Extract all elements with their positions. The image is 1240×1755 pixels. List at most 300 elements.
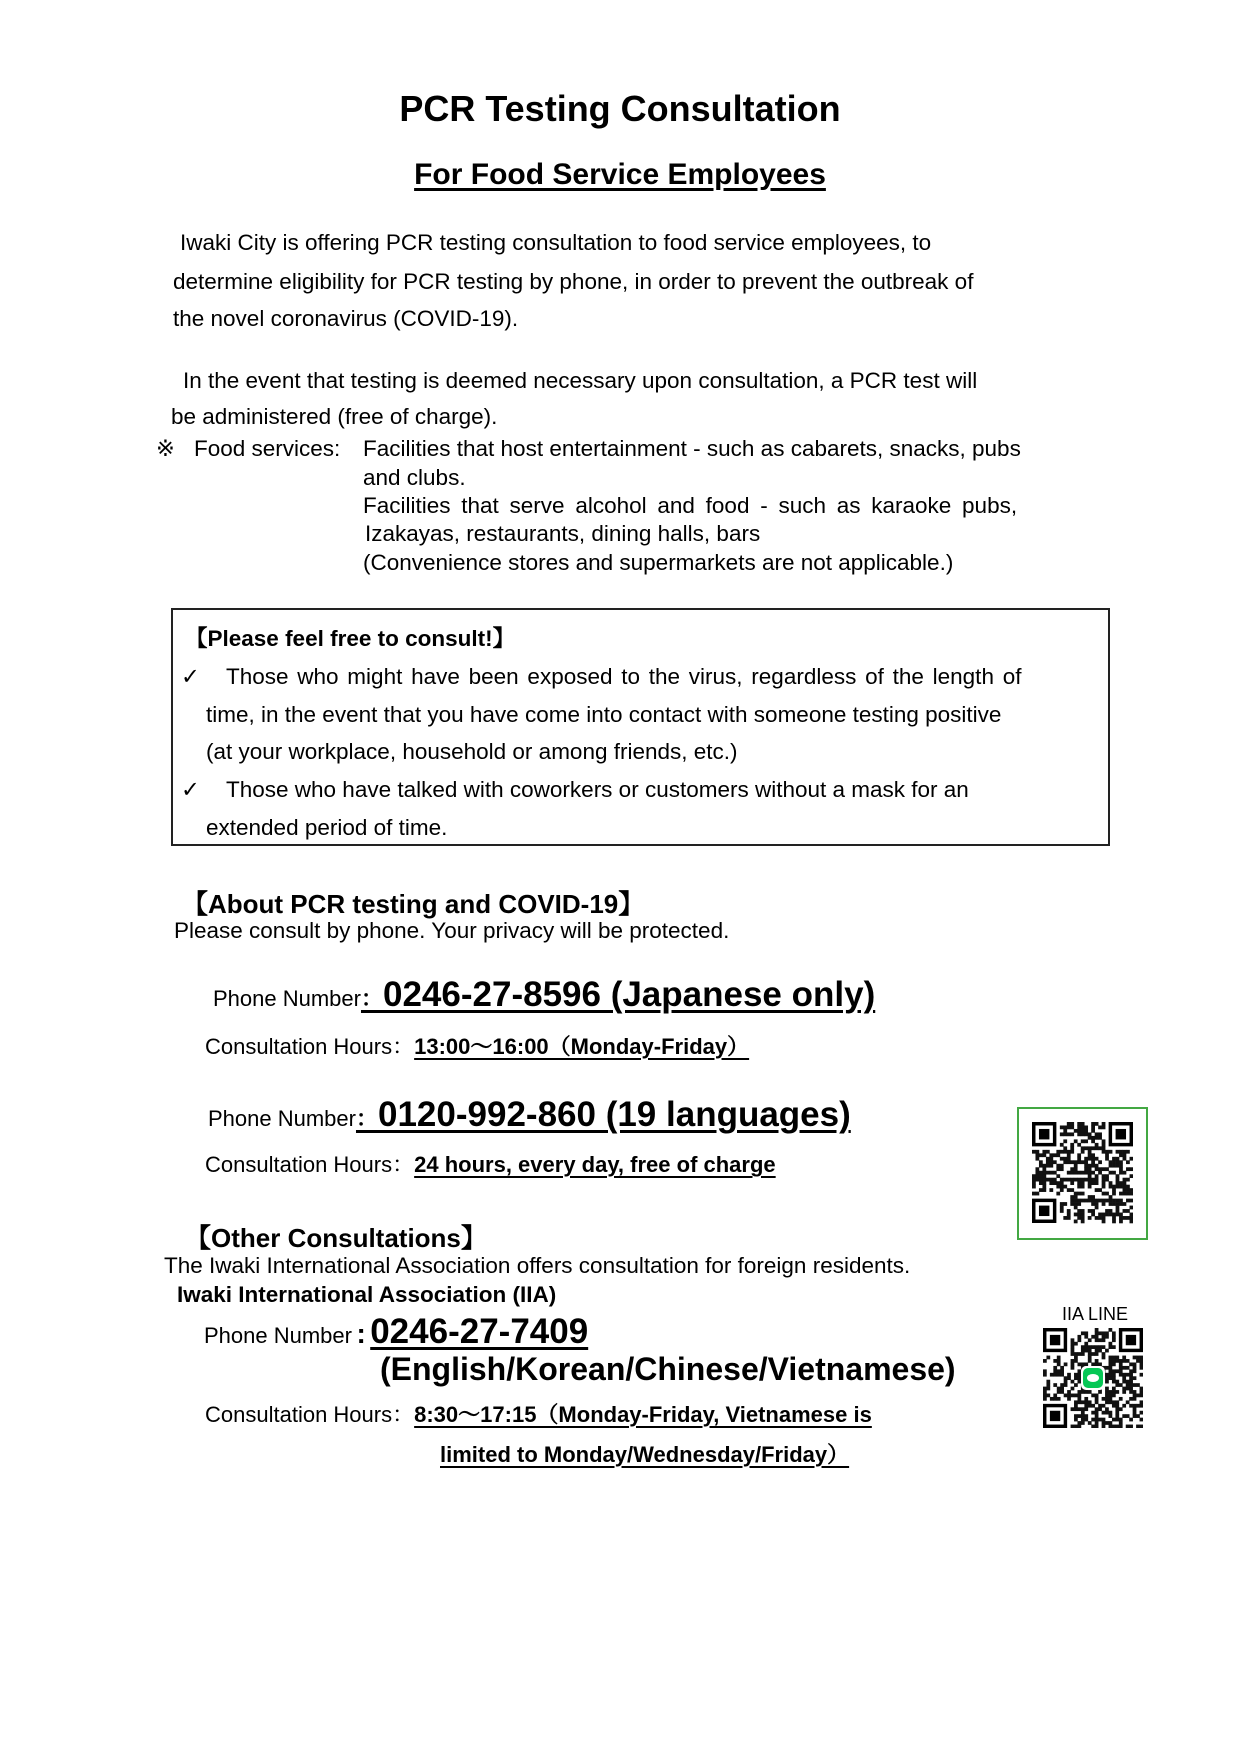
about-heading: 【About PCR testing and COVID-19】 bbox=[182, 889, 645, 919]
qr-module bbox=[1116, 1150, 1120, 1154]
qr-module bbox=[1081, 1132, 1085, 1136]
colon: ： bbox=[392, 1402, 415, 1427]
qr-module bbox=[1112, 1362, 1116, 1366]
qr-module bbox=[1122, 1387, 1126, 1391]
qr-module bbox=[1095, 1136, 1099, 1140]
qr-module bbox=[1088, 1352, 1092, 1356]
qr-module bbox=[1046, 1160, 1050, 1164]
phone-value: 0246-27-8596 (Japanese only) bbox=[383, 975, 876, 1014]
qr-module bbox=[1070, 1132, 1074, 1136]
about-note: Please consult by phone. Your privacy will be protected. bbox=[174, 918, 730, 943]
qr-module bbox=[1088, 1359, 1092, 1363]
qr-module bbox=[1060, 1178, 1064, 1182]
qr-module bbox=[1074, 1202, 1078, 1206]
hours-label: Consultation Hours bbox=[205, 1402, 393, 1427]
qr-module bbox=[1088, 1136, 1092, 1140]
phone-number-multilingual[interactable] bbox=[356, 1095, 851, 1134]
qr-module bbox=[1119, 1153, 1123, 1157]
line-app-icon bbox=[1081, 1366, 1105, 1390]
qr-module bbox=[1042, 1150, 1046, 1154]
qr-module bbox=[1057, 1390, 1061, 1394]
qr-module bbox=[1074, 1220, 1078, 1224]
qr-module bbox=[1098, 1188, 1102, 1192]
qr-module bbox=[1129, 1383, 1133, 1387]
qr-module bbox=[1088, 1400, 1092, 1404]
qr-module bbox=[1126, 1414, 1130, 1418]
qr-module bbox=[1091, 1153, 1095, 1157]
qr-module bbox=[1091, 1345, 1095, 1349]
food-services-line-1: Facilities that host entertainment - such as cabarets, snacks, pubs bbox=[363, 436, 1021, 461]
qr-module bbox=[1098, 1167, 1102, 1171]
qr-module bbox=[1098, 1136, 1102, 1140]
qr-module bbox=[1126, 1387, 1130, 1391]
qr-module bbox=[1095, 1132, 1099, 1136]
qr-module bbox=[1116, 1178, 1120, 1182]
qr-module bbox=[1105, 1153, 1109, 1157]
qr-module bbox=[1098, 1160, 1102, 1164]
qr-code-multilingual[interactable] bbox=[1017, 1107, 1148, 1240]
consult-box-heading: 【Please feel free to consult!】 bbox=[185, 626, 516, 651]
qr-module bbox=[1084, 1129, 1088, 1133]
qr-module bbox=[1126, 1373, 1130, 1377]
qr-module bbox=[1095, 1397, 1099, 1401]
qr-module bbox=[1105, 1373, 1109, 1377]
qr-module bbox=[1042, 1185, 1046, 1189]
qr-module bbox=[1091, 1352, 1095, 1356]
qr-module bbox=[1074, 1373, 1078, 1377]
qr-module bbox=[1053, 1369, 1057, 1373]
qr-module bbox=[1067, 1150, 1071, 1154]
qr-module bbox=[1098, 1407, 1102, 1411]
qr-module bbox=[1074, 1213, 1078, 1217]
test-line-2: be administered (free of charge). bbox=[171, 404, 498, 429]
qr-module bbox=[1077, 1407, 1081, 1411]
qr-module bbox=[1077, 1414, 1081, 1418]
qr-module bbox=[1116, 1174, 1120, 1178]
qr-module bbox=[1105, 1394, 1109, 1398]
qr-module bbox=[1063, 1178, 1067, 1182]
qr-module bbox=[1074, 1404, 1078, 1408]
qr-module bbox=[1105, 1390, 1109, 1394]
qr-module bbox=[1070, 1171, 1074, 1175]
qr-module bbox=[1112, 1418, 1116, 1422]
qr-module bbox=[1119, 1181, 1123, 1185]
qr-module bbox=[1105, 1157, 1109, 1161]
qr-module bbox=[1060, 1188, 1064, 1192]
qr-module bbox=[1071, 1380, 1075, 1384]
phone-row-2 bbox=[208, 1095, 851, 1135]
qr-module bbox=[1088, 1390, 1092, 1394]
reference-mark-icon: ※ bbox=[156, 436, 175, 461]
qr-module bbox=[1071, 1425, 1075, 1428]
qr-module bbox=[1105, 1400, 1109, 1404]
qr-module bbox=[1091, 1146, 1095, 1150]
qr-module bbox=[1123, 1171, 1127, 1175]
colon: : bbox=[356, 1318, 366, 1349]
qr-module bbox=[1116, 1209, 1120, 1213]
qr-module bbox=[1129, 1418, 1133, 1422]
qr-module bbox=[1046, 1157, 1050, 1161]
qr-module bbox=[1064, 1383, 1068, 1387]
qr-module bbox=[1095, 1331, 1099, 1335]
qr-module bbox=[1081, 1122, 1085, 1126]
qr-module bbox=[1109, 1209, 1113, 1213]
qr-module bbox=[1060, 1164, 1064, 1168]
qr-module bbox=[1088, 1150, 1092, 1154]
qr-module bbox=[1109, 1414, 1113, 1418]
qr-module bbox=[1126, 1209, 1130, 1213]
qr-module bbox=[1084, 1407, 1088, 1411]
qr-module bbox=[1039, 1153, 1043, 1157]
qr-module bbox=[1109, 1342, 1113, 1346]
qr-module bbox=[1123, 1216, 1127, 1220]
qr-module bbox=[1071, 1387, 1075, 1391]
qr-module bbox=[1074, 1199, 1078, 1203]
food-services-line-3: Facilities that serve alcohol and food - such as karaoke pubs, bbox=[363, 493, 1018, 518]
qr-module bbox=[1095, 1167, 1099, 1171]
qr-module bbox=[1112, 1356, 1116, 1360]
qr-module bbox=[1042, 1167, 1046, 1171]
qr-module bbox=[1133, 1414, 1137, 1418]
qr-module bbox=[1074, 1407, 1078, 1411]
colon: ： bbox=[392, 1152, 415, 1177]
qr-module bbox=[1067, 1188, 1071, 1192]
qr-module bbox=[1140, 1356, 1143, 1360]
qr-module bbox=[1063, 1132, 1067, 1136]
qr-module bbox=[1140, 1400, 1143, 1404]
qr-module bbox=[1084, 1335, 1088, 1339]
qr-module bbox=[1130, 1157, 1133, 1161]
qr-module bbox=[1095, 1345, 1099, 1349]
qr-module bbox=[1057, 1373, 1061, 1377]
qr-module bbox=[1077, 1400, 1081, 1404]
phone-value: 0120-992-860 (19 languages) bbox=[378, 1095, 851, 1134]
qr-module bbox=[1057, 1362, 1061, 1366]
qr-module bbox=[1126, 1185, 1130, 1189]
qr-module bbox=[1116, 1160, 1120, 1164]
qr-module bbox=[1102, 1192, 1106, 1196]
qr-module bbox=[1063, 1125, 1067, 1129]
qr-module bbox=[1056, 1153, 1060, 1157]
food-services-line-5: (Convenience stores and supermarkets are not applicable.) bbox=[363, 550, 954, 575]
colon: ： bbox=[392, 1034, 415, 1059]
qr-module bbox=[1091, 1171, 1095, 1175]
qr-module bbox=[1115, 1383, 1119, 1387]
qr-module bbox=[1115, 1411, 1119, 1415]
phone-number-iia[interactable]: 0246-27-7409 bbox=[370, 1312, 589, 1351]
qr-module bbox=[1119, 1418, 1123, 1422]
consult-item-1-line-1: Those who might have been exposed to the virus, regardless of the length of bbox=[226, 664, 1022, 689]
qr-module bbox=[1109, 1213, 1113, 1217]
qr-module bbox=[1081, 1125, 1085, 1129]
qr-module bbox=[1060, 1125, 1064, 1129]
qr-module bbox=[1042, 1188, 1046, 1192]
qr-module bbox=[1136, 1404, 1140, 1408]
qr-module bbox=[1123, 1153, 1127, 1157]
qr-module bbox=[1084, 1132, 1088, 1136]
qr-module bbox=[1098, 1132, 1102, 1136]
qr-module bbox=[1088, 1199, 1092, 1203]
qr-module bbox=[1056, 1164, 1060, 1168]
qr-module bbox=[1122, 1373, 1126, 1377]
qr-module bbox=[1084, 1342, 1088, 1346]
qr-module bbox=[1043, 1397, 1047, 1401]
qr-module bbox=[1077, 1335, 1081, 1339]
qr-module bbox=[1126, 1167, 1130, 1171]
qr-module bbox=[1133, 1356, 1137, 1360]
qr-module bbox=[1091, 1404, 1095, 1408]
qr-finder-block bbox=[1116, 1129, 1126, 1139]
qr-module bbox=[1057, 1356, 1061, 1360]
qr-module bbox=[1056, 1181, 1060, 1185]
qr-module bbox=[1070, 1199, 1074, 1203]
qr-module bbox=[1109, 1171, 1113, 1175]
qr-module bbox=[1119, 1383, 1123, 1387]
qr-module bbox=[1091, 1125, 1095, 1129]
qr-module bbox=[1049, 1164, 1053, 1168]
qr-module bbox=[1119, 1421, 1123, 1425]
qr-module bbox=[1140, 1362, 1143, 1366]
qr-module bbox=[1136, 1414, 1140, 1418]
qr-module bbox=[1112, 1185, 1116, 1189]
iia-name: Iwaki International Association (IIA) bbox=[177, 1282, 557, 1307]
qr-module bbox=[1067, 1132, 1071, 1136]
qr-module bbox=[1039, 1178, 1043, 1182]
qr-module bbox=[1119, 1220, 1123, 1224]
qr-module bbox=[1067, 1122, 1071, 1126]
check-icon: ✓ bbox=[181, 777, 200, 802]
qr-module bbox=[1053, 1383, 1057, 1387]
qr-module bbox=[1074, 1206, 1078, 1210]
qr-module bbox=[1088, 1132, 1092, 1136]
qr-module bbox=[1074, 1171, 1078, 1175]
qr-module bbox=[1049, 1157, 1053, 1161]
intro-line-2: determine eligibility for PCR testing by phone, in order to prevent the outbreak of bbox=[173, 269, 974, 294]
qr-module bbox=[1116, 1206, 1120, 1210]
qr-module bbox=[1043, 1394, 1047, 1398]
qr-module bbox=[1130, 1167, 1133, 1171]
qr-module bbox=[1122, 1356, 1126, 1360]
qr-module bbox=[1067, 1213, 1071, 1217]
qr-module bbox=[1081, 1331, 1085, 1335]
qr-module bbox=[1105, 1387, 1109, 1391]
qr-module bbox=[1091, 1425, 1095, 1428]
qr-module bbox=[1039, 1160, 1043, 1164]
qr-module bbox=[1053, 1397, 1057, 1401]
qr-module bbox=[1119, 1366, 1123, 1370]
qr-module bbox=[1046, 1387, 1050, 1391]
qr-module bbox=[1098, 1199, 1102, 1203]
qr-module bbox=[1088, 1421, 1092, 1425]
qr-module bbox=[1136, 1359, 1140, 1363]
qr-module bbox=[1070, 1146, 1074, 1150]
qr-module bbox=[1084, 1178, 1088, 1182]
qr-module bbox=[1088, 1209, 1092, 1213]
hours-value: 13:00～16:00（Monday-Friday） bbox=[414, 1034, 750, 1059]
qr-module bbox=[1057, 1369, 1061, 1373]
qr-module bbox=[1102, 1199, 1106, 1203]
qr-module bbox=[1064, 1376, 1068, 1380]
qr-module bbox=[1084, 1125, 1088, 1129]
qr-module bbox=[1053, 1181, 1057, 1185]
qr-module bbox=[1116, 1199, 1120, 1203]
qr-module bbox=[1122, 1404, 1126, 1408]
qr-module bbox=[1098, 1331, 1102, 1335]
qr-module bbox=[1081, 1150, 1085, 1154]
qr-module bbox=[1105, 1167, 1109, 1171]
qr-module bbox=[1060, 1157, 1064, 1161]
qr-module bbox=[1098, 1390, 1102, 1394]
qr-module bbox=[1119, 1185, 1123, 1189]
qr-module bbox=[1112, 1331, 1116, 1335]
qr-module bbox=[1064, 1362, 1068, 1366]
qr-module bbox=[1116, 1157, 1120, 1161]
qr-module bbox=[1112, 1338, 1116, 1342]
qr-module bbox=[1077, 1171, 1081, 1175]
qr-module bbox=[1070, 1181, 1074, 1185]
qr-module bbox=[1081, 1160, 1085, 1164]
qr-module bbox=[1095, 1414, 1099, 1418]
qr-module bbox=[1081, 1345, 1085, 1349]
qr-module bbox=[1126, 1366, 1130, 1370]
qr-module bbox=[1077, 1192, 1081, 1196]
qr-module bbox=[1046, 1380, 1050, 1384]
qr-module bbox=[1049, 1188, 1053, 1192]
qr-module bbox=[1056, 1192, 1060, 1196]
qr-module bbox=[1077, 1125, 1081, 1129]
qr-module bbox=[1077, 1362, 1081, 1366]
qr-module bbox=[1067, 1125, 1071, 1129]
qr-module bbox=[1077, 1160, 1081, 1164]
qr-module bbox=[1074, 1164, 1078, 1168]
qr-module bbox=[1084, 1157, 1088, 1161]
qr-module bbox=[1115, 1390, 1119, 1394]
qr-module bbox=[1130, 1220, 1133, 1224]
qr-module bbox=[1035, 1174, 1039, 1178]
qr-module bbox=[1071, 1349, 1075, 1353]
qr-module bbox=[1129, 1397, 1133, 1401]
qr-module bbox=[1081, 1400, 1085, 1404]
qr-module bbox=[1102, 1397, 1106, 1401]
consult-item-1-line-3: (at your workplace, household or among friends, etc.) bbox=[206, 739, 738, 764]
qr-module bbox=[1081, 1352, 1085, 1356]
qr-module bbox=[1088, 1216, 1092, 1220]
qr-module bbox=[1053, 1171, 1057, 1175]
qr-module bbox=[1095, 1178, 1099, 1182]
qr-module bbox=[1116, 1213, 1120, 1217]
qr-module bbox=[1102, 1178, 1106, 1182]
qr-module bbox=[1064, 1394, 1068, 1398]
qr-module bbox=[1067, 1394, 1071, 1398]
qr-module bbox=[1088, 1356, 1092, 1360]
phone-number-japanese[interactable] bbox=[361, 975, 875, 1014]
qr-module bbox=[1032, 1174, 1036, 1178]
qr-finder-block bbox=[1039, 1129, 1049, 1139]
hours-label: Consultation Hours bbox=[205, 1034, 393, 1059]
qr-module bbox=[1074, 1195, 1078, 1199]
qr-module bbox=[1074, 1418, 1078, 1422]
qr-module bbox=[1060, 1383, 1064, 1387]
qr-module bbox=[1077, 1390, 1081, 1394]
qr-module bbox=[1043, 1373, 1047, 1377]
qr-module bbox=[1091, 1122, 1095, 1126]
qr-module bbox=[1091, 1178, 1095, 1182]
qr-module bbox=[1070, 1125, 1074, 1129]
qr-module bbox=[1119, 1150, 1123, 1154]
qr-module bbox=[1133, 1383, 1137, 1387]
qr-module bbox=[1119, 1164, 1123, 1168]
qr-module bbox=[1115, 1404, 1119, 1408]
qr-module bbox=[1102, 1174, 1106, 1178]
qr-module bbox=[1098, 1349, 1102, 1353]
qr-module bbox=[1109, 1328, 1113, 1332]
qr-module bbox=[1049, 1181, 1053, 1185]
qr-module bbox=[1119, 1167, 1123, 1171]
qr-module bbox=[1070, 1178, 1074, 1182]
qr-module bbox=[1119, 1397, 1123, 1401]
qr-module bbox=[1130, 1188, 1133, 1192]
qr-code-iia-line[interactable] bbox=[1043, 1328, 1143, 1428]
qr-module bbox=[1116, 1202, 1120, 1206]
qr-module bbox=[1098, 1171, 1102, 1175]
qr-module bbox=[1112, 1164, 1116, 1168]
qr-module bbox=[1067, 1373, 1071, 1377]
qr-module bbox=[1070, 1202, 1074, 1206]
qr-module bbox=[1109, 1199, 1113, 1203]
qr-module bbox=[1067, 1376, 1071, 1380]
qr-module bbox=[1081, 1349, 1085, 1353]
intro-line-3: the novel coronavirus (COVID-19). bbox=[173, 306, 519, 331]
qr-module bbox=[1053, 1373, 1057, 1377]
qr-module bbox=[1105, 1150, 1109, 1154]
qr-module bbox=[1102, 1338, 1106, 1342]
qr-module bbox=[1126, 1188, 1130, 1192]
qr-module bbox=[1057, 1397, 1061, 1401]
qr-module bbox=[1070, 1122, 1074, 1126]
qr-module bbox=[1035, 1167, 1039, 1171]
qr-module bbox=[1095, 1206, 1099, 1210]
qr-module bbox=[1122, 1376, 1126, 1380]
qr-module bbox=[1084, 1400, 1088, 1404]
qr-module bbox=[1112, 1199, 1116, 1203]
qr-module bbox=[1098, 1404, 1102, 1408]
test-line-1: In the event that testing is deemed necessary upon consultation, a PCR test will bbox=[183, 368, 978, 393]
qr-module bbox=[1102, 1216, 1106, 1220]
qr-module bbox=[1136, 1383, 1140, 1387]
qr-module bbox=[1115, 1414, 1119, 1418]
qr-module bbox=[1112, 1376, 1116, 1380]
qr-module bbox=[1074, 1160, 1078, 1164]
qr-module bbox=[1049, 1153, 1053, 1157]
qr-module bbox=[1126, 1400, 1130, 1404]
qr-module bbox=[1112, 1171, 1116, 1175]
qr-module bbox=[1046, 1150, 1050, 1154]
qr-module bbox=[1109, 1164, 1113, 1168]
qr-module bbox=[1081, 1216, 1085, 1220]
qr-module bbox=[1042, 1153, 1046, 1157]
qr-module bbox=[1057, 1359, 1061, 1363]
qr-module bbox=[1126, 1216, 1130, 1220]
qr-module bbox=[1063, 1150, 1067, 1154]
qr-module bbox=[1060, 1209, 1064, 1213]
qr-module bbox=[1102, 1356, 1106, 1360]
qr-module bbox=[1071, 1366, 1075, 1370]
qr-module bbox=[1077, 1209, 1081, 1213]
qr-module bbox=[1077, 1394, 1081, 1398]
qr-module bbox=[1095, 1328, 1099, 1332]
qr-module bbox=[1102, 1139, 1106, 1143]
qr-module bbox=[1109, 1376, 1113, 1380]
